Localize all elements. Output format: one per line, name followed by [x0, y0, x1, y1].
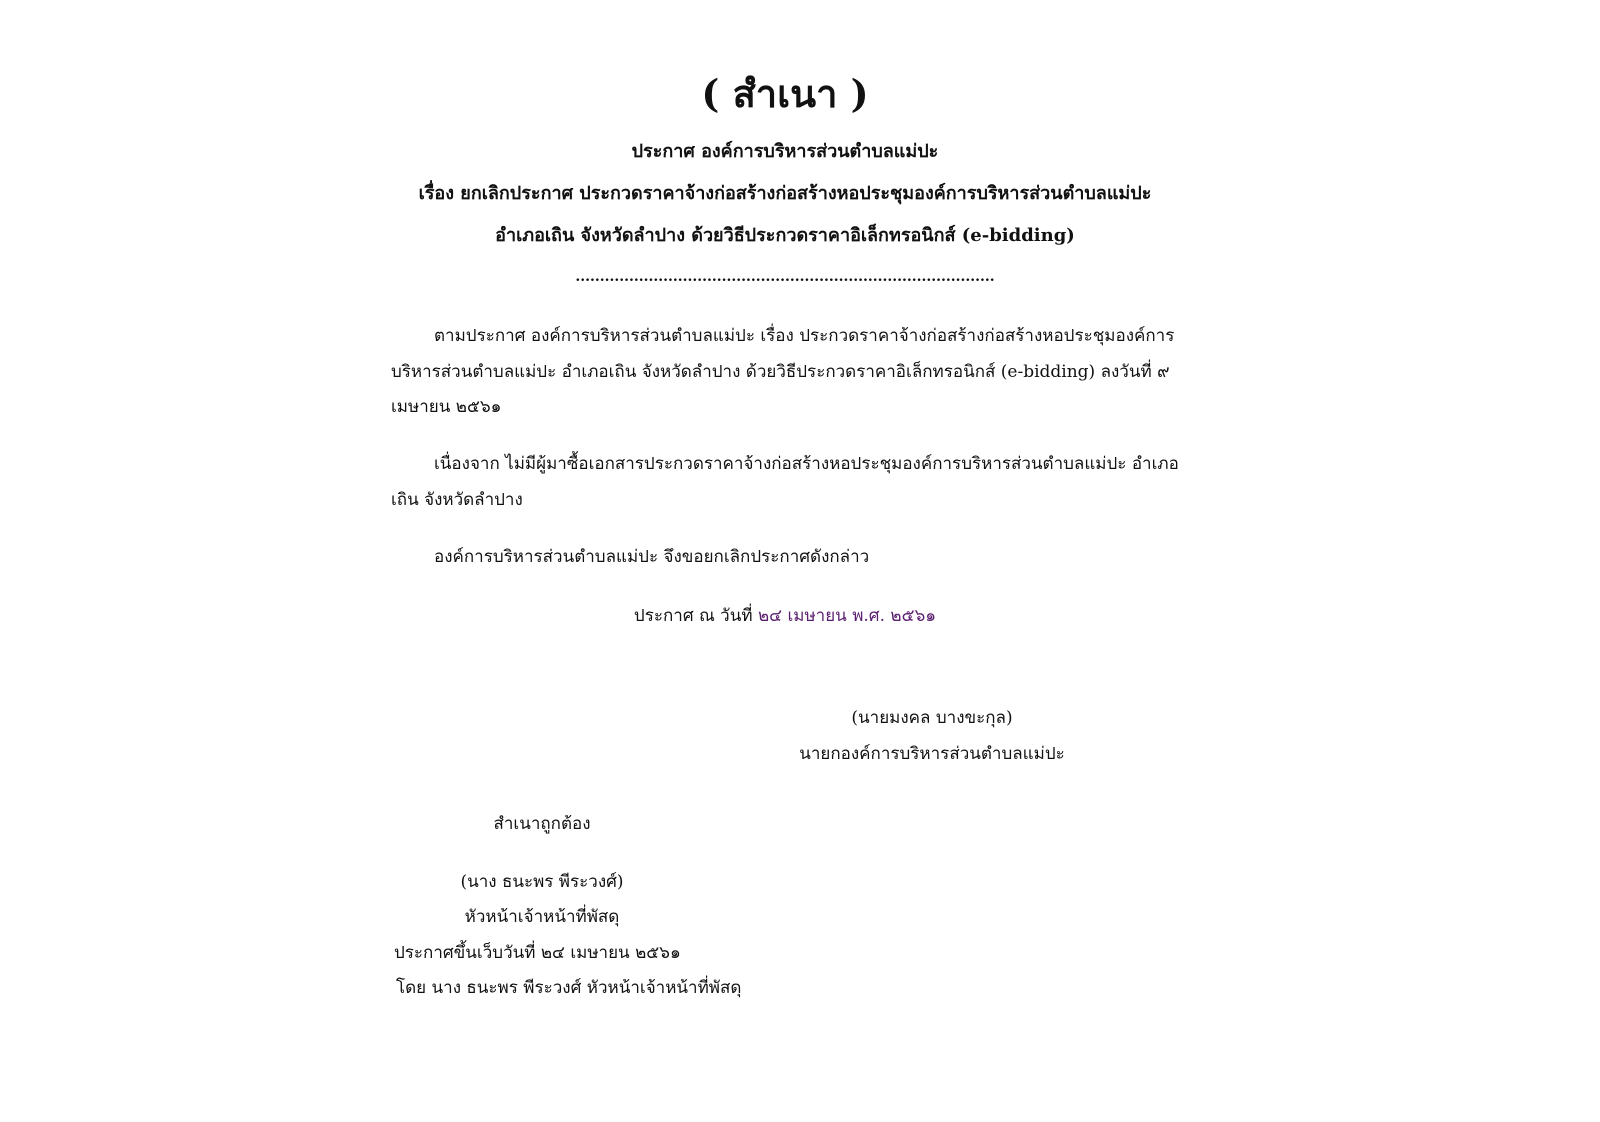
announcement-date	[0, 608, 1570, 625]
certified-copy-label: สำเนาถูกต้อง	[493, 814, 591, 834]
paragraph-1-line-1: ตามประกาศ องค์การบริหารส่วนตำบลแม่ปะ เรื่อง ประกวดราคาจ้างก่อสร้างก่อสร้างหอประชุมองค์การ	[434, 326, 1175, 346]
divider: ......................................................................................	[575, 269, 995, 285]
paragraph-3: องค์การบริหารส่วนตำบลแม่ปะ จึงขอยกเลิกประกาศดังกล่าว	[434, 547, 870, 567]
signer-position: นายกองค์การบริหารส่วนตำบลแม่ปะ	[799, 744, 1065, 764]
signer-name: (นายมงคล บางขะกุล)	[851, 708, 1013, 728]
header-line-3: อำเภอเถิน จังหวัดลำปาง ด้วยวิธีประกวดราคาอิเล็กทรอนิกส์ (e-bidding)	[495, 225, 1075, 246]
paragraph-2-line-1: เนื่องจาก ไม่มีผู้มาซื้อเอกสารประกวดราคาจ้างก่อสร้างหอประชุมองค์การบริหารส่วนตำบลแม่ปะ อำเภอ	[434, 454, 1179, 474]
officer-name: (นาง ธนะพร พีระวงศ์)	[460, 872, 624, 892]
posted-by: โดย นาง ธนะพร พีระวงศ์ หัวหน้าเจ้าหน้าที่พัสดุ	[396, 978, 742, 998]
header-line-2: เรื่อง ยกเลิกประกาศ ประกวดราคาจ้างก่อสร้างก่อสร้างหอประชุมองค์การบริหารส่วนตำบลแม่ปะ	[418, 183, 1152, 204]
web-posted-date: ประกาศขึ้นเว็บวันที่ ๒๔ เมษายน ๒๕๖๑	[394, 943, 681, 963]
document-title: ( สำเนา )	[701, 71, 869, 116]
paragraph-1-line-2: บริหารส่วนตำบลแม่ปะ อำเภอเถิน จังหวัดลำปาง ด้วยวิธีประกวดราคาอิเล็กทรอนิกส์ (e-bidding) ลงวันที่ ๙	[391, 362, 1170, 382]
paragraph-2-line-2: เถิน จังหวัดลำปาง	[391, 490, 523, 510]
date-value: ๒๔ เมษายน พ.ศ. ๒๕๖๑	[757, 606, 937, 626]
paragraph-1-line-3: เมษายน ๒๕๖๑	[391, 397, 502, 417]
officer-position: หัวหน้าเจ้าหน้าที่พัสดุ	[464, 907, 620, 927]
date-prefix: ประกาศ ณ วันที่	[633, 606, 753, 626]
header-line-1: ประกาศ องค์การบริหารส่วนตำบลแม่ปะ	[631, 141, 939, 162]
